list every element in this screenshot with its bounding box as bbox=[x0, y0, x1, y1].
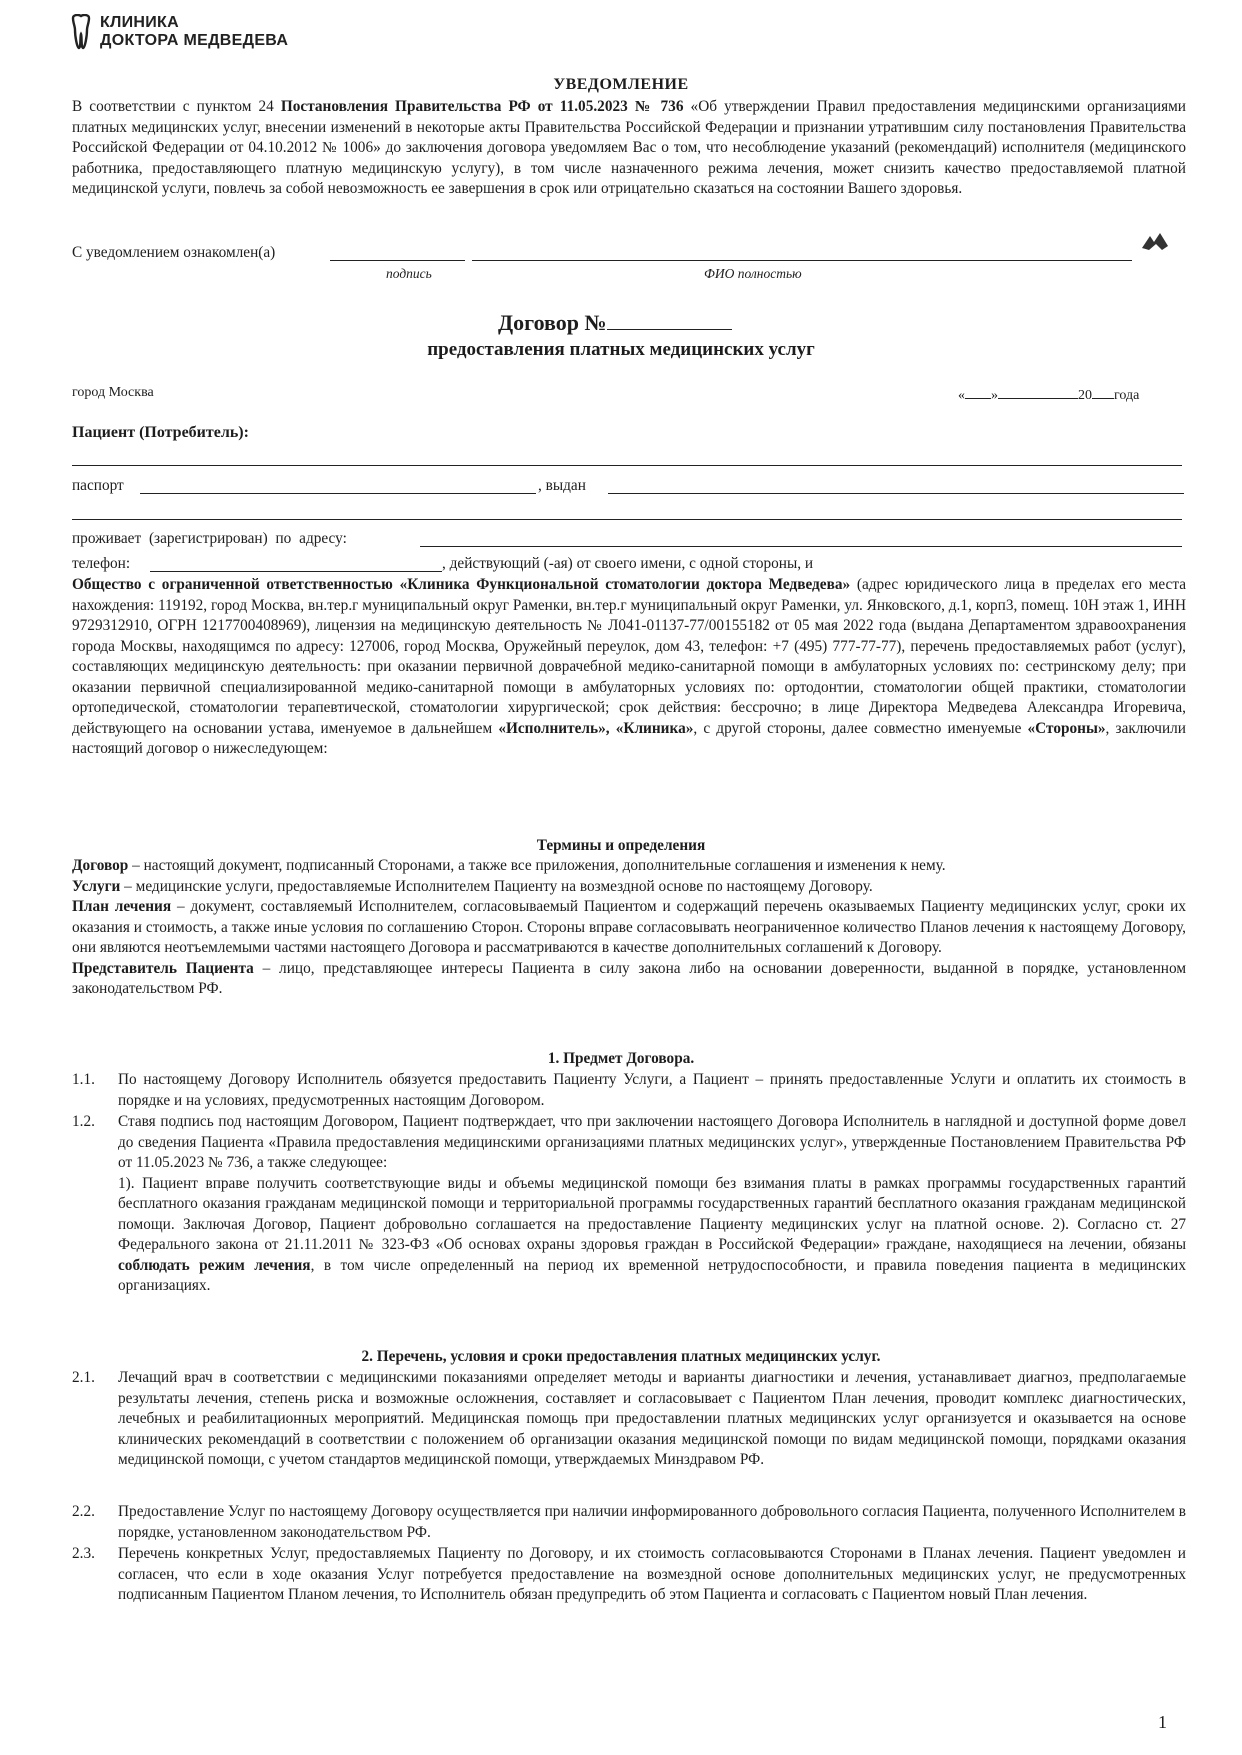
phone-tail: , действующий (-ая) от своего имени, с одной стороны, и bbox=[442, 555, 814, 572]
notice-title: УВЕДОМЛЕНИЕ bbox=[553, 76, 689, 93]
date-day-field[interactable] bbox=[965, 385, 991, 399]
address-label: проживает (зарегистрирован) по адресу: bbox=[72, 530, 347, 547]
contract-title: Договор № bbox=[498, 309, 732, 336]
passport-label: паспорт bbox=[72, 477, 124, 494]
section2-heading: 2. Перечень, условия и сроки предоставления платных медицинских услуг. bbox=[361, 1348, 881, 1365]
issued-field[interactable] bbox=[608, 493, 1184, 494]
city: город Москва bbox=[72, 385, 154, 400]
term-item: Услуги – медицинские услуги, предоставляемые Исполнителем Пациенту на возмездной основе по настоящему Договору. bbox=[72, 877, 873, 895]
clause-1-1: 1.1. По настоящему Договору Исполнитель обязуется предоставить Пациенту Услуги, а Пациент – принять предоставленные Услуги и оплатить их стоимость в порядке и на условиях, предусмотренных настоящим Договором. bbox=[72, 1071, 1186, 1109]
section1-heading: 1. Предмет Договора. bbox=[547, 1050, 695, 1067]
contract-subtitle: предоставления платных медицинских услуг bbox=[427, 339, 815, 360]
passport-field[interactable] bbox=[140, 493, 536, 494]
date-year-field[interactable] bbox=[1092, 385, 1114, 399]
signature-field[interactable] bbox=[330, 260, 465, 261]
contract-number-field[interactable] bbox=[607, 309, 732, 330]
clinic-logo bbox=[70, 14, 288, 50]
signature-caption: подпись bbox=[386, 266, 432, 281]
patient-name-field[interactable] bbox=[72, 465, 1182, 466]
clause-2-3: 2.3. Перечень конкретных Услуг, предоставляемых Пациенту по Договору, и их стоимость согласовываются Сторонами в Планах лечения. Пациент уведомлен и согласен, что если в ходе оказания Услуг потребуется предоставление на возмездной основе дополнительных медицинских услуг, не предусмотренных подписанным Пациентом Планом лечения, то Исполнитель обязан предупредить об этом Пациента и согласовать с Пациентом новый План лечения. bbox=[72, 1545, 1186, 1603]
terms-list bbox=[72, 856, 1186, 1000]
term-item: Представитель Пациента – лицо, представляющее интересы Пациента в силу закона либо на основании доверенности, выданной в порядке, установленном законодательством РФ. bbox=[72, 959, 1186, 997]
address-field[interactable] bbox=[420, 546, 1182, 547]
term-item: План лечения – документ, составляемый Исполнителем, согласовываемый Пациентом и содержащий перечень оказываемых Пациенту медицинских услуг, сроки их оказания и стоимость, а также иные условия по соглашению Сторон. Стороны вправе согласовывать неограниченное количество Планов лечения к настоящему Договору, они являются неотъемлемыми частями настоящего Договора и рассматриваются в качестве дополнительных соглашений к Договору. bbox=[72, 898, 1186, 956]
logo-line-1: КЛИНИКА bbox=[100, 14, 179, 31]
phone-label: телефон: bbox=[72, 555, 131, 572]
date-month-field[interactable] bbox=[998, 385, 1078, 399]
issued-label: , выдан bbox=[538, 477, 586, 494]
patient-label: Пациент (Потребитель): bbox=[72, 424, 249, 441]
acknowledge-label: С уведомлением ознакомлен(а) bbox=[72, 244, 276, 261]
contract-date: « » 20 года bbox=[958, 385, 1139, 404]
logo-line-2: ДОКТОРА МЕДВЕДЕВА bbox=[100, 32, 289, 49]
issued-field-2[interactable] bbox=[72, 519, 1182, 520]
term-item: Договор – настоящий документ, подписанный Сторонами, а также все приложения, дополнительные соглашения и изменения к нему. bbox=[72, 857, 946, 874]
clause-2-1: 2.1. Лечащий врач в соответствии с медицинскими показаниями определяет методы и варианты диагностики и лечения, устанавливает диагноз, предполагаемые результаты лечения, степень риска и возможные осложнения, составляет и согласовывает с Пациентом План лечения, проводит комплекс диагностических, лечебных и реабилитационных мероприятий. Медицинская помощь при предоставлении платных медицинских услуг организуется и оказывается на основе клинических рекомендаций в соответствии с положением об организации оказания медицинской помощи по видам медицинской помощи, порядками оказания медицинской помощи, с учетом стандартов медицинской помощи, утверждаемых Минздравом РФ. bbox=[72, 1369, 1186, 1468]
phone-field[interactable] bbox=[150, 571, 442, 572]
fullname-field[interactable] bbox=[472, 260, 1132, 261]
stamp-icon bbox=[1140, 230, 1170, 257]
company-paragraph: Общество с ограниченной ответственностью «Клиника Функциональной стоматологии доктора Медведева» (адрес юридического лица в пределах его места нахождения: 119192, город Москва, вн.тер.г муниципальный округ Раменки, вн.тер.г муниципальный округ Раменки, ул. Янковского, д.1, корп3, помещ. 10Н этаж 1, ИНН 9729312910, ОГРН 1217700408969), лицензия на медицинскую деятельность № Л041-01137-77/00155182 от 05 мая 2022 года (выдана Департаментом здравоохранения города Москвы, находящимся по адресу: 127006, город Москва, Оружейный переулок, дом 43, телефон: +7 (495) 777-77-77), перечень предоставляемых работ (услуг), составляющих медицинскую деятельность: при оказании первичной доврачебной медико-санитарной помощи в амбулаторных условиях по: сестринскому делу; при оказании первичной специализированной медико-санитарной помощи в амбулаторных условиях по: ортодонтии, стоматологии общей практики, стоматологии ортопедической, стоматологии терапевтической, стоматологии хирургической; срок действия: бессрочно; в лице Директора Медведева Александра Игоревича, действующего на основании устава, именуемое в дальнейшем «Исполнитель», «Клиника», с другой стороны, далее совместно именуемые «Стороны», заключили настоящий договор о нижеследующем: bbox=[72, 576, 1186, 757]
clause-1-2: 1.2. Ставя подпись под настоящим Договором, Пациент подтверждает, что при заключении настоящего Договора Исполнитель в наглядной и доступной форме довел до сведения Пациента «Правила предоставления медицинскими организациями платных медицинских услуг», утвержденные Постановлением Правительства РФ от 11.05.2023 № 736, а также следующее: 1). Пациент вправе получить соответствующие виды и объемы медицинской помощи без взимания платы в рамках программы государственных гарантий бесплатного оказания гражданам медицинской помощи и территориальной программы государственных гарантий бесплатного оказания гражданам медицинской помощи. Заключая Договор, Пациент добровольно соглашается на предоставление Пациенту медицинских услуг на платной основе. 2). Согласно ст. 27 Федерального закона от 21.11.2011 № 323-ФЗ «Об основах охраны здоровья граждан в Российской Федерации» граждане, находящиеся на лечении, обязаны соблюдать режим лечения, в том числе определенный на период их временной нетрудоспособности, и правила поведения пациента в медицинских организациях. bbox=[72, 1113, 1186, 1294]
clause-2-2: 2.2. Предоставление Услуг по настоящему Договору осуществляется при наличии информированного добровольного согласия Пациента, полученного Исполнителем в порядке, установленном законодательством РФ. bbox=[72, 1503, 1186, 1541]
tooth-icon bbox=[70, 14, 92, 50]
fullname-caption: ФИО полностью bbox=[704, 266, 802, 281]
page-number: 1 bbox=[1158, 1712, 1167, 1732]
notice-text: В соответствии с пунктом 24 Постановления Правительства РФ от 11.05.2023 № 736 «Об утверждении Правил предоставления медицинскими организациями платных медицинских услуг, внесении изменений в некоторые акты Правительства Российской Федерации и признании утратившим силу постановления Правительства Российской Федерации от 04.10.2012 № 1006» до заключения договора уведомляем Вас о том, что несоблюдение указаний (рекомендаций) исполнителя (медицинского работника, предоставляющего платную медицинскую услугу), в том числе назначенного режима лечения, может снизить качество предоставляемой платной медицинской услуги, повлечь за собой невозможность ее завершения в срок или отрицательно сказаться на состоянии Вашего здоровья. bbox=[72, 98, 1186, 197]
terms-heading: Термины и определения bbox=[536, 837, 706, 854]
